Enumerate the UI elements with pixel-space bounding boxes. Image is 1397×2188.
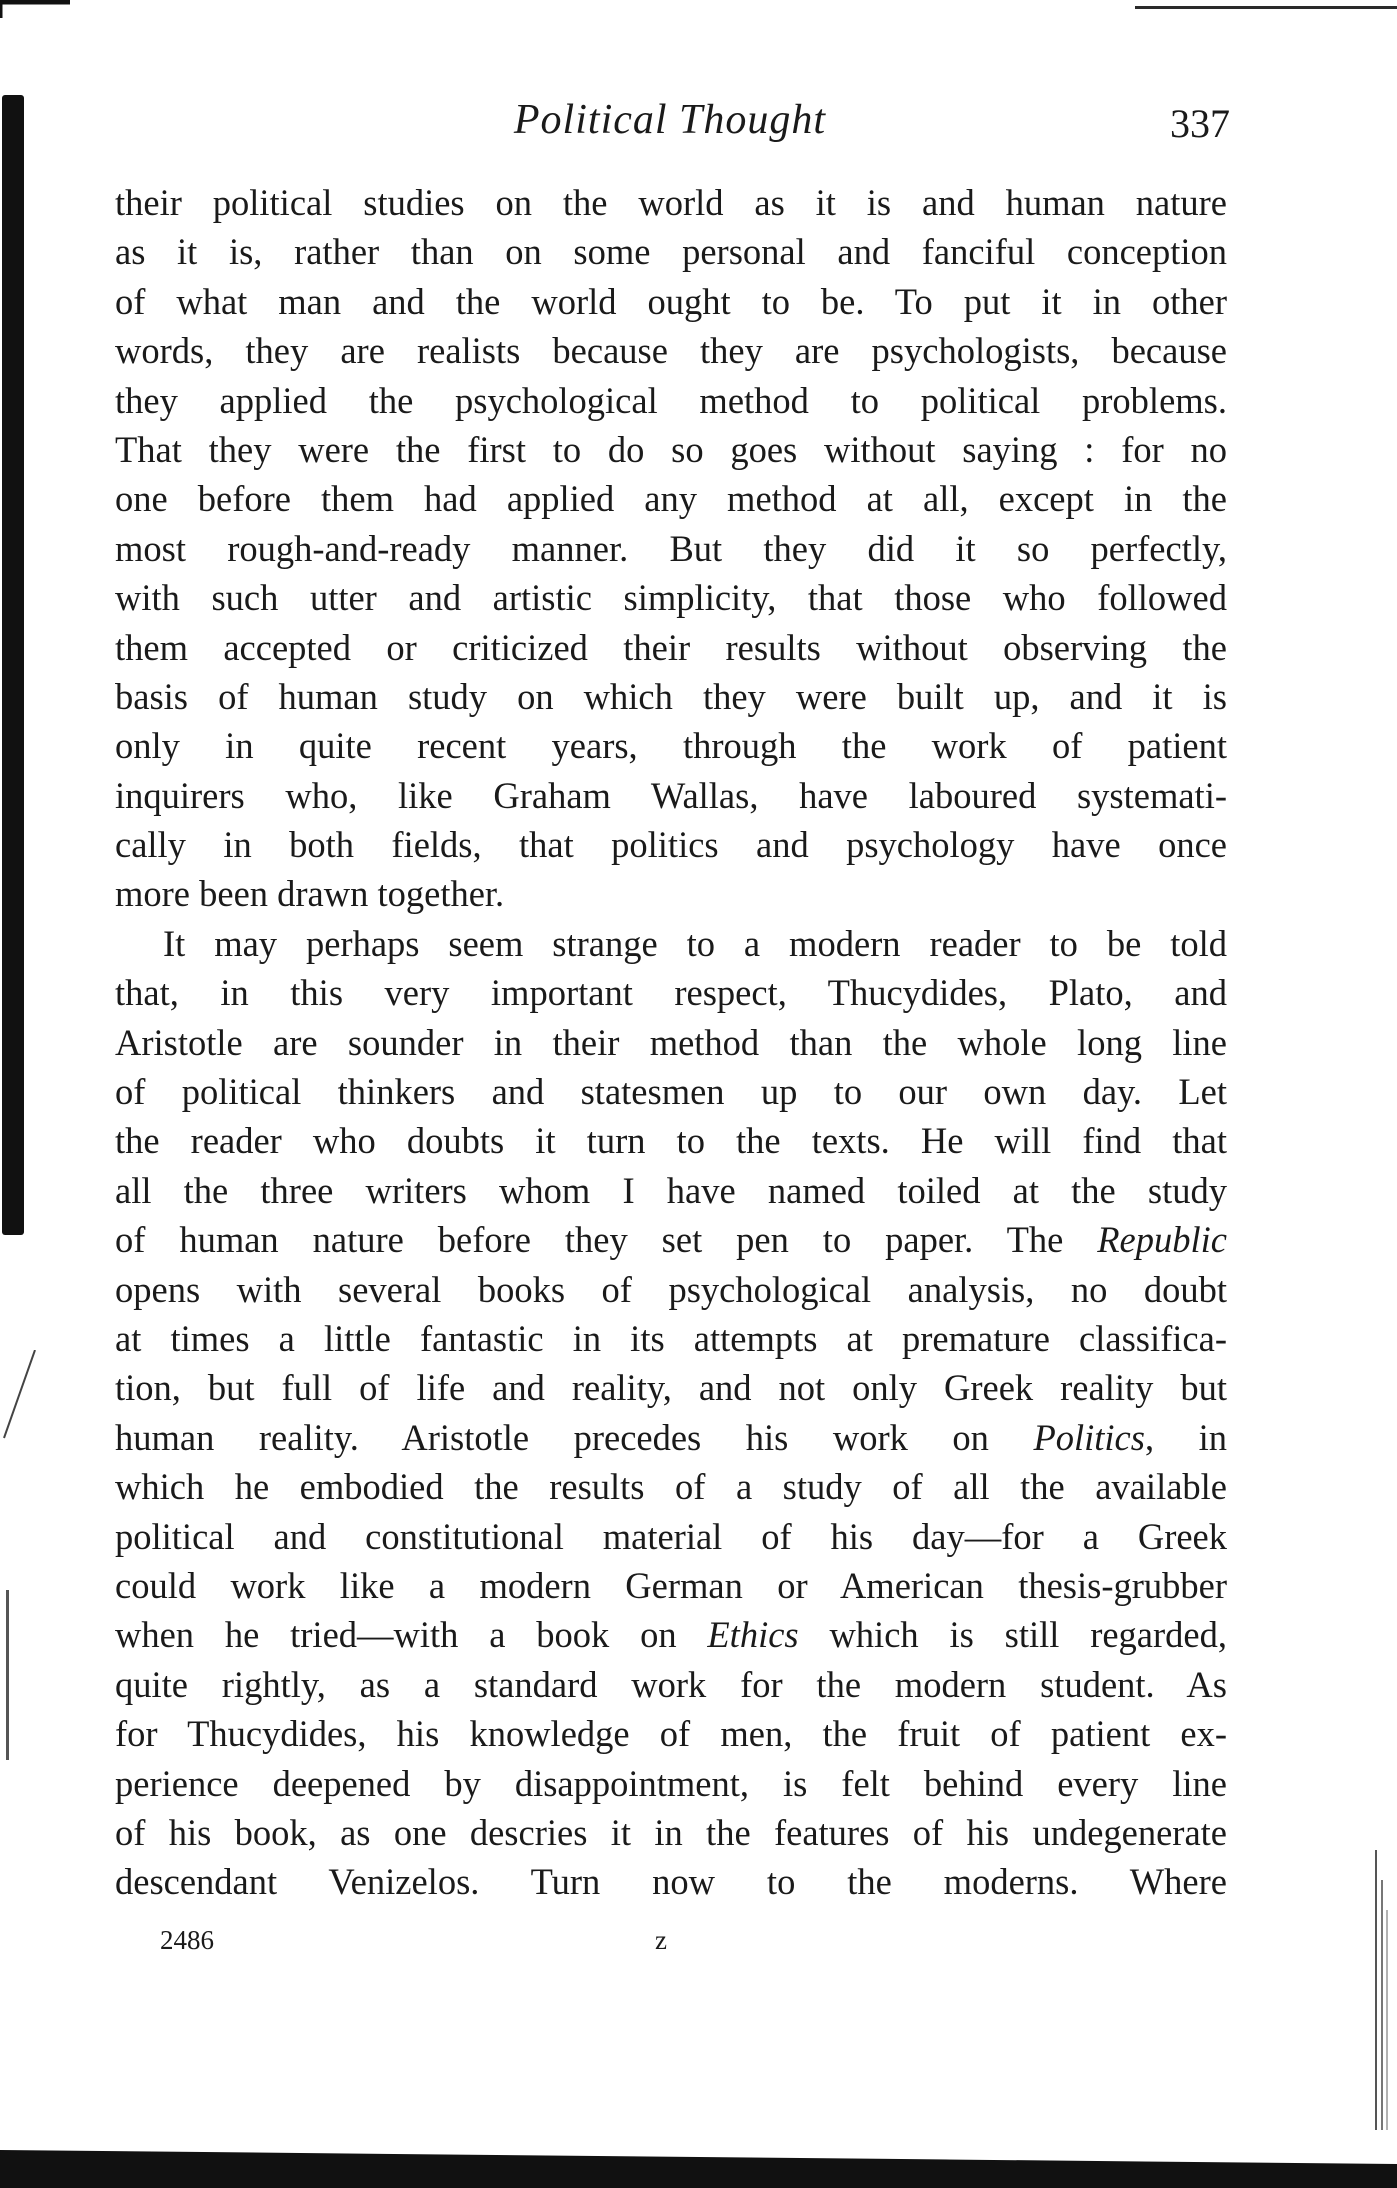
running-head-title: Political Thought bbox=[513, 97, 827, 143]
scan-left-edge-shadow bbox=[2, 95, 24, 1235]
scan-left-edge-line bbox=[6, 1590, 9, 1760]
text-line: which he embodied the results of a study of all the available bbox=[115, 1466, 1227, 1508]
text-line: of his book, as one descries it in the features of his undegenerate bbox=[115, 1811, 1227, 1853]
scan-bottom-edge-shadow bbox=[0, 2142, 1397, 2188]
text-line: political and constitutional material of his day—for a Greek bbox=[115, 1515, 1227, 1557]
running-head bbox=[110, 92, 1230, 152]
text-line: words, they are realists because they are psychologists, because bbox=[115, 330, 1227, 372]
text-line: descendant Venizelos. Turn now to the moderns. Where bbox=[115, 1861, 1227, 1903]
text-line: human reality. Aristotle precedes his work on Politics, in bbox=[115, 1416, 1227, 1458]
text-line: their political studies on the world as it is and human nature bbox=[115, 182, 1227, 223]
text-line: Aristotle are sounder in their method than the whole long line bbox=[115, 1021, 1227, 1063]
text-line: when he tried—with a book on Ethics which is still regarded, bbox=[115, 1614, 1227, 1656]
scan-diagonal-mark bbox=[0, 1350, 40, 1440]
page-footer bbox=[160, 1925, 760, 1965]
body-text bbox=[115, 178, 1227, 1907]
text-line: tion, but full of life and reality, and not only Greek reality but bbox=[115, 1367, 1227, 1409]
text-line: one before them had applied any method at all, except in the bbox=[115, 478, 1227, 520]
paragraph-1 bbox=[115, 178, 1227, 919]
text-line: It may perhaps seem strange to a modern reader to be told bbox=[163, 922, 1227, 964]
text-line: them accepted or criticized their results without observing the bbox=[115, 626, 1227, 668]
text-line: of political thinkers and statesmen up to our own day. Let bbox=[115, 1071, 1227, 1113]
text-line: basis of human study on which they were built up, and it is bbox=[115, 675, 1227, 717]
text-line: the reader who doubts it turn to the texts. He will find that bbox=[115, 1120, 1227, 1162]
text-line: of what man and the world ought to be. To put it in other bbox=[115, 280, 1227, 322]
text-line: only in quite recent years, through the work of patient bbox=[115, 725, 1227, 767]
text-line: That they were the first to do so goes without saying : for no bbox=[115, 428, 1227, 470]
scan-right-edge-lines bbox=[1370, 1850, 1390, 2130]
scan-corner-mark bbox=[0, 0, 90, 40]
signature-number: 2486 bbox=[160, 1925, 214, 1955]
text-line: of human nature before they set pen to paper. The Republic bbox=[115, 1219, 1227, 1261]
text-line: inquirers who, like Graham Wallas, have laboured systemati- bbox=[115, 774, 1227, 816]
scan-top-rule bbox=[1135, 6, 1397, 9]
text-line: all the three writers whom I have named toiled at the study bbox=[115, 1169, 1227, 1211]
text-line: opens with several books of psychological analysis, no doubt bbox=[115, 1268, 1227, 1310]
text-line: cally in both fields, that politics and psychology have once bbox=[115, 824, 1227, 866]
text-line: most rough-and-ready manner. But they did it so perfectly, bbox=[115, 527, 1227, 569]
text-line: at times a little fantastic in its attempts at premature classifica- bbox=[115, 1317, 1227, 1359]
text-line: could work like a modern German or American thesis-grubber bbox=[115, 1564, 1227, 1606]
text-line: as it is, rather than on some personal and fanciful conception bbox=[115, 231, 1227, 273]
text-line: that, in this very important respect, Thucydides, Plato, and bbox=[115, 972, 1227, 1014]
paragraph-2 bbox=[115, 919, 1227, 1907]
text-line: perience deepened by disappointment, is felt behind every line bbox=[115, 1762, 1227, 1804]
text-line: for Thucydides, his knowledge of men, the fruit of patient ex- bbox=[115, 1713, 1227, 1755]
page-number: 337 bbox=[1170, 101, 1230, 146]
text-line: with such utter and artistic simplicity, that those who followed bbox=[115, 577, 1227, 619]
text-line: quite rightly, as a standard work for the modern student. As bbox=[115, 1663, 1227, 1705]
text-line: more been drawn together. bbox=[115, 873, 505, 915]
text-line: they applied the psychological method to political problems. bbox=[115, 379, 1227, 421]
gathering-letter: z bbox=[655, 1925, 667, 1955]
